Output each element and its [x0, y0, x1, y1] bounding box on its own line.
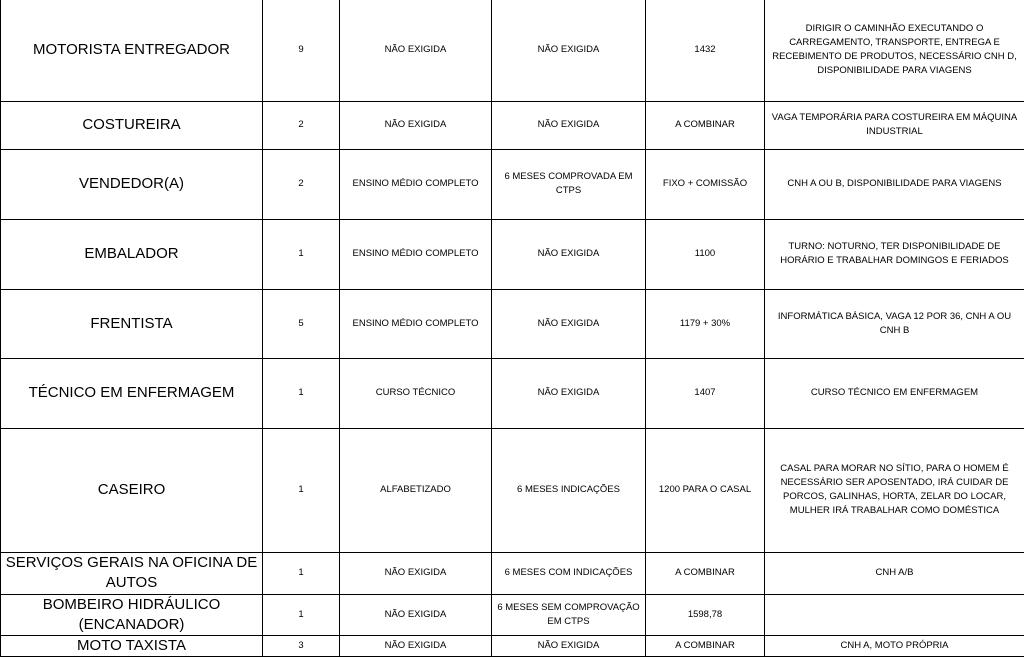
experience-cell: NÃO EXIGIDA [492, 358, 646, 428]
table-row [1, 219, 1024, 289]
experience-cell: NÃO EXIGIDA [492, 0, 646, 101]
job-title-cell: TÉCNICO EM ENFERMAGEM [1, 358, 263, 428]
notes-cell: CURSO TÉCNICO EM ENFERMAGEM [765, 358, 1024, 428]
salary-cell: 1407 [646, 358, 765, 428]
education-cell: NÃO EXIGIDA [340, 101, 492, 149]
vacancies-cell: 5 [263, 289, 340, 358]
notes-cell: DIRIGIR O CAMINHÃO EXECUTANDO O CARREGAMENTO, TRANSPORTE, ENTREGA E RECEBIMENTO DE PRODUTOS, NECESSÁRIO CNH D, DISPONIBILIDADE PARA VIAGENS [765, 0, 1024, 101]
salary-cell: 1200 PARA O CASAL [646, 428, 765, 552]
education-cell: NÃO EXIGIDA [340, 594, 492, 635]
notes-cell: CNH A, MOTO PRÓPRIA [765, 635, 1024, 656]
education-cell: ALFABETIZADO [340, 428, 492, 552]
table-row [1, 149, 1024, 219]
vacancies-cell: 1 [263, 358, 340, 428]
job-title-cell: VENDEDOR(A) [1, 149, 263, 219]
vacancies-cell: 1 [263, 219, 340, 289]
vacancies-cell: 1 [263, 594, 340, 635]
experience-cell: 6 MESES COM INDICAÇÕES [492, 552, 646, 594]
table-row [1, 0, 1024, 101]
experience-cell: NÃO EXIGIDA [492, 635, 646, 656]
job-title-cell: MOTORISTA ENTREGADOR [1, 0, 263, 101]
salary-cell: 1598,78 [646, 594, 765, 635]
experience-cell: NÃO EXIGIDA [492, 101, 646, 149]
education-cell: NÃO EXIGIDA [340, 635, 492, 656]
notes-cell [765, 594, 1024, 635]
salary-cell: A COMBINAR [646, 635, 765, 656]
notes-cell: TURNO: NOTURNO, TER DISPONIBILIDADE DE HORÁRIO E TRABALHAR DOMINGOS E FERIADOS [765, 219, 1024, 289]
table-row [1, 552, 1024, 594]
salary-cell: 1179 + 30% [646, 289, 765, 358]
salary-cell: 1100 [646, 219, 765, 289]
vacancies-cell: 1 [263, 428, 340, 552]
table-row [1, 594, 1024, 635]
notes-cell: VAGA TEMPORÁRIA PARA COSTUREIRA EM MÁQUINA INDUSTRIAL [765, 101, 1024, 149]
vacancies-cell: 9 [263, 0, 340, 101]
experience-cell: NÃO EXIGIDA [492, 219, 646, 289]
salary-cell: FIXO + COMISSÃO [646, 149, 765, 219]
table-row [1, 358, 1024, 428]
job-title-cell: EMBALADOR [1, 219, 263, 289]
education-cell: NÃO EXIGIDA [340, 552, 492, 594]
education-cell: ENSINO MÉDIO COMPLETO [340, 219, 492, 289]
experience-cell: 6 MESES SEM COMPROVAÇÃO EM CTPS [492, 594, 646, 635]
experience-cell: NÃO EXIGIDA [492, 289, 646, 358]
education-cell: ENSINO MÉDIO COMPLETO [340, 149, 492, 219]
salary-cell: 1432 [646, 0, 765, 101]
vacancies-cell: 1 [263, 552, 340, 594]
job-title-cell: FRENTISTA [1, 289, 263, 358]
vacancies-cell: 2 [263, 149, 340, 219]
salary-cell: A COMBINAR [646, 552, 765, 594]
notes-cell: CASAL PARA MORAR NO SÍTIO, PARA O HOMEM É NECESSÁRIO SER APOSENTADO, IRÁ CUIDAR DE PORCOS, GALINHAS, HORTA, ZELAR DO LOCAR, MULHER IRÁ TRABALHAR COMO DOMÉSTICA [765, 428, 1024, 552]
notes-cell: INFORMÁTICA BÁSICA, VAGA 12 POR 36, CNH A OU CNH B [765, 289, 1024, 358]
job-title-cell: MOTO TAXISTA [1, 635, 263, 656]
notes-cell: CNH A/B [765, 552, 1024, 594]
table-row [1, 635, 1024, 656]
salary-cell: A COMBINAR [646, 101, 765, 149]
vacancies-cell: 3 [263, 635, 340, 656]
experience-cell: 6 MESES COMPROVADA EM CTPS [492, 149, 646, 219]
table-row [1, 428, 1024, 552]
education-cell: CURSO TÉCNICO [340, 358, 492, 428]
notes-cell: CNH A OU B, DISPONIBILIDADE PARA VIAGENS [765, 149, 1024, 219]
job-title-cell: CASEIRO [1, 428, 263, 552]
education-cell: ENSINO MÉDIO COMPLETO [340, 289, 492, 358]
job-title-cell: COSTUREIRA [1, 101, 263, 149]
table-row [1, 289, 1024, 358]
job-title-cell: SERVIÇOS GERAIS NA OFICINA DE AUTOS [1, 552, 263, 594]
experience-cell: 6 MESES INDICAÇÕES [492, 428, 646, 552]
job-title-cell: BOMBEIRO HIDRÁULICO (ENCANADOR) [1, 594, 263, 635]
vacancies-cell: 2 [263, 101, 340, 149]
education-cell: NÃO EXIGIDA [340, 0, 492, 101]
table-row [1, 101, 1024, 149]
